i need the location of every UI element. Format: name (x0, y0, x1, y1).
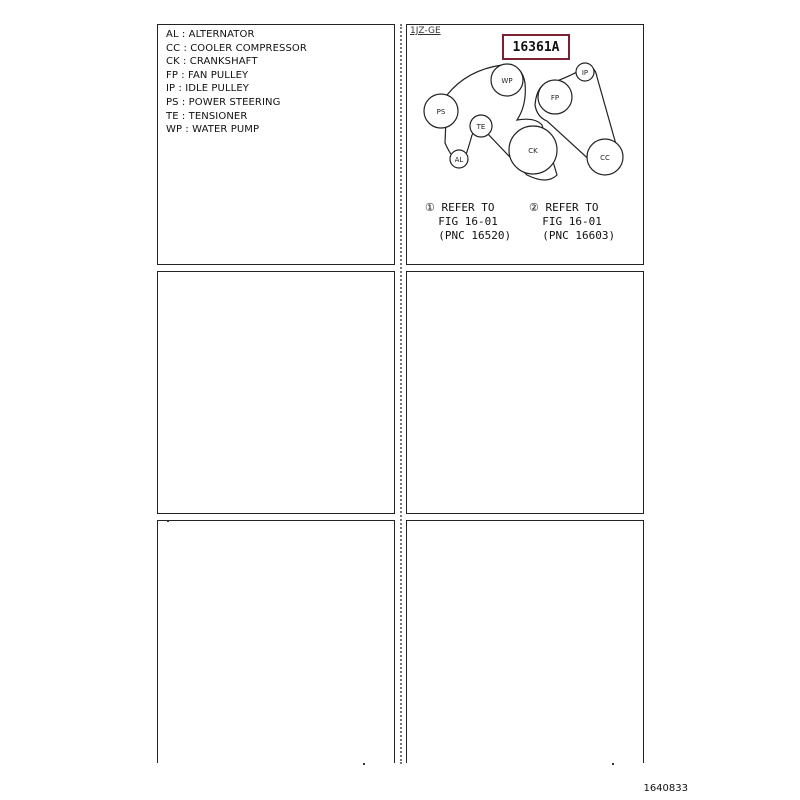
ref-line: REFER TO (545, 201, 599, 214)
pulley-fp-icon (538, 80, 572, 114)
pulley-code: PS (436, 108, 446, 116)
legend-item: AL : ALTERNATOR (166, 29, 255, 40)
ref-marker: ② (529, 201, 539, 214)
ref-line: REFER TO (441, 201, 495, 214)
speck (612, 763, 614, 765)
part-number: 16361A (512, 39, 560, 55)
ref-line: FIG 16-01 (438, 215, 498, 228)
pulley-ck-icon (509, 126, 557, 174)
empty-panel (157, 520, 395, 763)
belt-diagram-panel (406, 24, 644, 265)
speck (363, 763, 365, 765)
legend-item: IP : IDLE PULLEY (166, 83, 249, 95)
document-number: 1640833 (643, 783, 688, 794)
speck (167, 520, 169, 522)
pulley-code: FP (550, 94, 560, 102)
ref-line: (PNC 16603) (542, 229, 616, 242)
legend-item: TE : TENSIONER (166, 110, 248, 122)
pulley-code: CC (600, 154, 610, 162)
legend-item: FP : FAN PULLEY (166, 69, 249, 81)
pulley-al-icon (450, 150, 468, 168)
pulley-code: IP (581, 69, 589, 77)
empty-panel (406, 271, 644, 514)
legend-item: PS : POWER STEERING (166, 96, 281, 108)
engine-tag: 1JZ-GE (410, 26, 441, 36)
legend-item: CC : COOLER COMPRESSOR (166, 42, 307, 54)
belt-routing-diagram (407, 25, 643, 195)
pulley-te-icon (470, 115, 492, 137)
legend-item: CK : CRANKSHAFT (166, 56, 258, 68)
ref-line: FIG 16-01 (542, 215, 602, 228)
empty-panel (157, 271, 395, 514)
pulley-ps-icon (424, 94, 458, 128)
ref-line: (PNC 16520) (438, 229, 512, 242)
column-divider (400, 24, 404, 764)
pulley-cc-icon (587, 139, 623, 175)
pulley-code: WP (501, 77, 513, 85)
reference-note-right (529, 201, 615, 243)
pulley-wp-icon (491, 64, 523, 96)
legend-panel (157, 24, 395, 265)
pulley-legend (166, 28, 307, 137)
pulley-code: TE (476, 123, 486, 131)
empty-panel (406, 520, 644, 763)
legend-item: WP : WATER PUMP (166, 124, 260, 136)
pulley-code: CK (528, 147, 538, 155)
reference-note-left (425, 201, 511, 243)
ref-marker: ① (425, 201, 435, 214)
pulley-code: AL (454, 156, 464, 164)
pulley-ip-icon (576, 63, 594, 81)
